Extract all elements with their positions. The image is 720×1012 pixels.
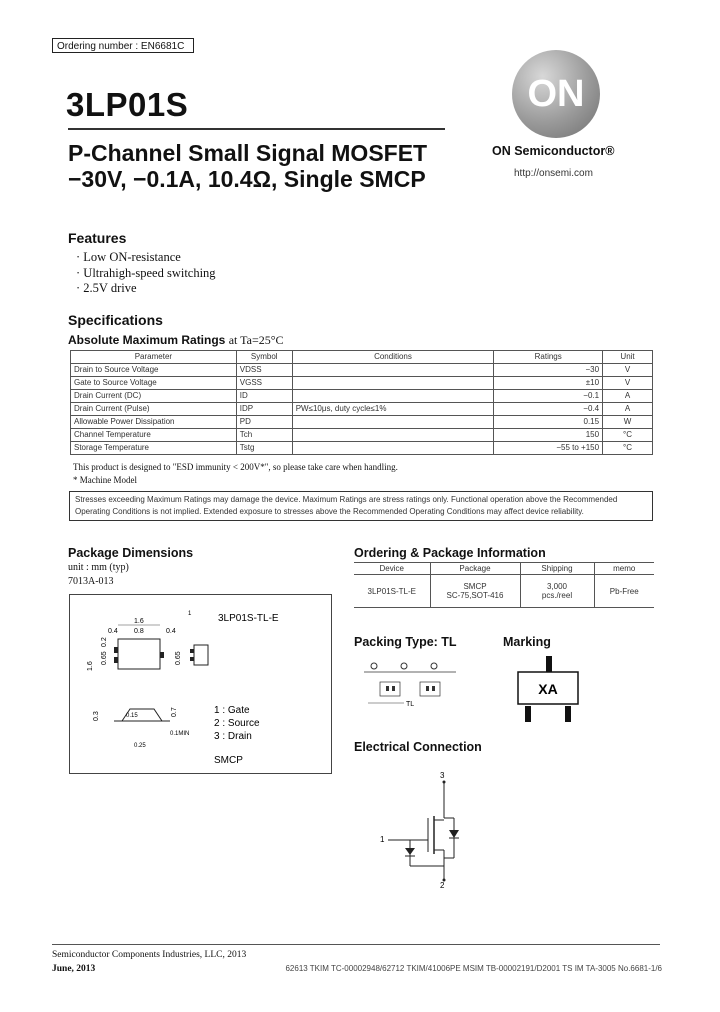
package-lead: [114, 647, 118, 653]
pin-label: 2 : Source: [214, 718, 260, 729]
feature-item: · 2.5V drive: [76, 281, 216, 297]
cell-unit: W: [603, 416, 653, 429]
package-name-label: SMCP: [214, 755, 243, 766]
electrical-schematic: [374, 768, 484, 892]
table-row: [71, 390, 653, 403]
marking-lead-left: [525, 706, 531, 722]
column-header: Shipping: [520, 563, 594, 575]
cell-conditions: [292, 364, 494, 377]
ordering-heading: Ordering & Package Information: [354, 546, 546, 560]
on-logo-icon: ON: [512, 50, 600, 138]
cell-conditions: PW≤10μs, duty cycle≤1%: [292, 403, 494, 416]
part-number-title: 3LP01S: [66, 86, 189, 123]
ordering-table: [354, 562, 654, 608]
column-header: Unit: [603, 351, 653, 364]
marking-code: XA: [538, 681, 558, 697]
packing-diagram: [360, 656, 460, 712]
package-lead: [190, 657, 194, 661]
amr-condition: at Ta=25°C: [228, 333, 284, 347]
protection-diode-icon: [405, 848, 415, 855]
dim-label: 0.1MIN: [170, 731, 190, 737]
footer-date: June, 2013: [52, 964, 96, 974]
sprocket-hole-icon: [401, 663, 407, 669]
package-line: SC-75,SOT-416: [446, 591, 504, 600]
cell-ratings: −30: [494, 364, 603, 377]
cell-symbol: VDSS: [236, 364, 292, 377]
table-header-row: [354, 563, 654, 575]
title-divider: [68, 128, 445, 130]
device-lead: [426, 686, 429, 691]
package-line: SMCP: [463, 582, 487, 591]
package-code: 7013A-013: [68, 576, 114, 587]
device-lead: [386, 686, 389, 691]
table-row: [71, 364, 653, 377]
pin-number: 2: [440, 881, 445, 890]
dim-label: 0.3: [93, 711, 100, 721]
cell-conditions: [292, 377, 494, 390]
cell-ratings: −0.1: [494, 390, 603, 403]
package-top-view: [118, 639, 160, 669]
dim-label: 1: [188, 611, 192, 617]
body-diode-icon: [449, 830, 459, 838]
stress-warning-box: Stresses exceeding Maximum Ratings may damage the device. Maximum Ratings are stress ratings only. Functional operation above the Recommended Operating Conditions is not implied. Extended exposure to stresses above the Recommended Operating Conditions may affect device reliability.: [69, 491, 653, 521]
machine-model-note: * Machine Model: [73, 475, 137, 485]
cell-parameter: Allowable Power Dissipation: [71, 416, 237, 429]
marking-diagram: [508, 654, 588, 726]
dim-label: 0.7: [171, 707, 178, 717]
cell-parameter: Storage Temperature: [71, 442, 237, 455]
tape-pocket: [380, 682, 400, 696]
packing-axis-label: TL: [406, 701, 415, 708]
marking-heading: Marking: [503, 635, 551, 649]
pin-label: 3 : Drain: [214, 731, 252, 742]
sprocket-hole-icon: [431, 663, 437, 669]
cell-conditions: [292, 442, 494, 455]
column-header: Symbol: [236, 351, 292, 364]
cell-parameter: Gate to Source Voltage: [71, 377, 237, 390]
cell-package: [430, 575, 520, 608]
cell-ratings: ±10: [494, 377, 603, 390]
table-row: [71, 442, 653, 455]
package-drawing-box: [69, 594, 332, 774]
terminal-dot: [443, 879, 446, 882]
pin-label: 1 : Gate: [214, 705, 250, 716]
shipping-line: pcs./reel: [541, 591, 573, 600]
cell-conditions: [292, 429, 494, 442]
marking-lead-top: [546, 656, 552, 672]
table-row: [71, 377, 653, 390]
cell-unit: A: [603, 390, 653, 403]
ordering-number: Ordering number : EN6681C: [52, 38, 194, 53]
pin-number: 3: [440, 771, 445, 780]
dim-label: 0.15: [126, 713, 138, 719]
absolute-max-ratings-table: [70, 350, 653, 455]
dim-label: 1.6: [87, 661, 94, 671]
cell-ratings: −55 to +150: [494, 442, 603, 455]
dim-label: 1.6: [134, 618, 144, 625]
package-dimensions-heading: Package Dimensions: [68, 546, 194, 560]
device-lead: [432, 686, 435, 691]
esd-note: This product is designed to "ESD immunity < 200V*", so please take care when handling.: [73, 462, 398, 472]
specifications-heading: Specifications: [68, 312, 163, 328]
cell-unit: °C: [603, 442, 653, 455]
cell-unit: V: [603, 377, 653, 390]
dim-label: 0.8: [134, 628, 144, 635]
cell-unit: A: [603, 403, 653, 416]
column-header: Parameter: [71, 351, 237, 364]
terminal-dot: [443, 781, 446, 784]
cell-ratings: 0.15: [494, 416, 603, 429]
dim-label: 0.65: [101, 651, 108, 665]
table-row: [71, 403, 653, 416]
table-header-row: [71, 351, 653, 364]
dim-label: 0.65: [175, 651, 182, 665]
table-row: [71, 429, 653, 442]
package-unit: unit : mm (typ): [68, 562, 129, 573]
footer-divider: [52, 944, 660, 945]
cell-ratings: 150: [494, 429, 603, 442]
table-row: [71, 416, 653, 429]
website-link[interactable]: http://onsemi.com: [514, 168, 593, 179]
shipping-line: 3,000: [546, 582, 568, 591]
cell-memo: Pb-Free: [594, 575, 654, 608]
product-subtitle: P-Channel Small Signal MOSFET: [68, 140, 428, 166]
cell-parameter: Drain Current (DC): [71, 390, 237, 403]
dim-label: 0.4: [108, 628, 118, 635]
pin-number: 1: [380, 835, 385, 844]
features-heading: Features: [68, 230, 127, 246]
features-list: [76, 250, 216, 297]
company-name: ON Semiconductor®: [492, 144, 615, 158]
column-header: Package: [430, 563, 520, 575]
cell-conditions: [292, 416, 494, 429]
column-header: Conditions: [292, 351, 494, 364]
device-lead: [392, 686, 395, 691]
marking-lead-right: [565, 706, 571, 722]
package-side-view: [194, 645, 208, 665]
package-lead: [190, 649, 194, 653]
electrical-connection-heading: Electrical Connection: [354, 740, 482, 754]
package-drawing: [70, 595, 331, 773]
cell-device: 3LP01S-TL-E: [354, 575, 430, 608]
cell-unit: °C: [603, 429, 653, 442]
cell-parameter: Drain Current (Pulse): [71, 403, 237, 416]
sprocket-hole-icon: [371, 663, 377, 669]
dim-label: 0.4: [166, 628, 176, 635]
tape-pocket: [420, 682, 440, 696]
footer-document-reference: 62613 TKIM TC-00002948/62712 TKIM/41006PE MSIM TB-00002191/D2001 TS IM TA-3005 No.6681-1/6: [285, 964, 662, 973]
column-header: memo: [594, 563, 654, 575]
cell-symbol: PD: [236, 416, 292, 429]
cell-unit: V: [603, 364, 653, 377]
amr-heading: [68, 333, 284, 348]
package-lead: [114, 657, 118, 663]
cell-conditions: [292, 390, 494, 403]
cell-symbol: ID: [236, 390, 292, 403]
cell-parameter: Drain to Source Voltage: [71, 364, 237, 377]
cell-symbol: Tch: [236, 429, 292, 442]
dim-label: 0.25: [134, 743, 146, 749]
column-header: Ratings: [494, 351, 603, 364]
column-header: Device: [354, 563, 430, 575]
product-ratings-subtitle: −30V, −0.1A, 10.4Ω, Single SMCP: [68, 166, 426, 192]
cell-symbol: IDP: [236, 403, 292, 416]
cell-symbol: Tstg: [236, 442, 292, 455]
cell-symbol: VGSS: [236, 377, 292, 390]
cell-ratings: −0.4: [494, 403, 603, 416]
amr-title: Absolute Maximum Ratings: [68, 333, 226, 347]
feature-item: · Ultrahigh-speed switching: [76, 266, 216, 282]
dim-label: 0.2: [101, 637, 108, 647]
table-row: [354, 575, 654, 608]
package-part-label: 3LP01S-TL-E: [218, 613, 279, 624]
package-lead: [160, 652, 164, 658]
feature-item: · Low ON-resistance: [76, 250, 216, 266]
footer-copyright: Semiconductor Components Industries, LLC, 2013: [52, 950, 247, 960]
cell-shipping: [520, 575, 594, 608]
packing-type-heading: Packing Type: TL: [354, 635, 457, 649]
cell-parameter: Channel Temperature: [71, 429, 237, 442]
